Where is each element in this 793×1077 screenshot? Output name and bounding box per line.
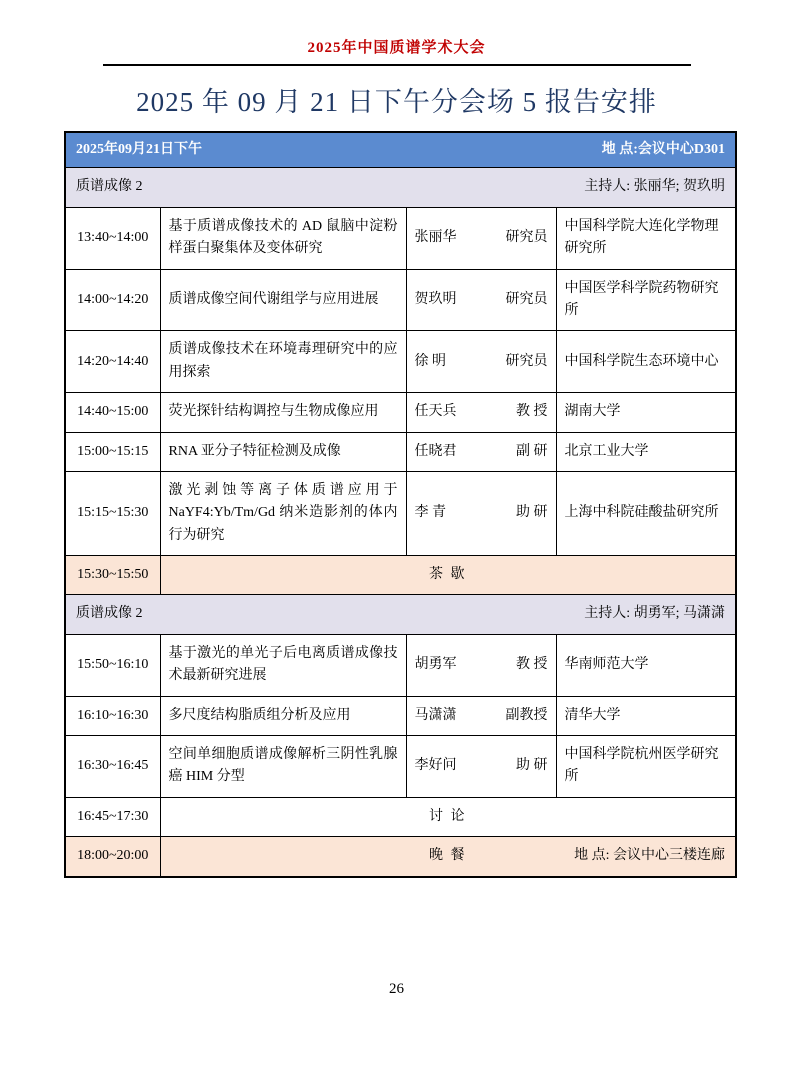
speaker-name: 张丽华	[414, 229, 457, 245]
speaker-name: 任天兵	[414, 404, 457, 420]
speaker-cell	[406, 736, 556, 798]
speaker-rank: 研究员	[505, 353, 548, 369]
talk-time: 14:40~15:00	[65, 393, 160, 432]
dinner-time: 18:00~20:00	[65, 837, 160, 877]
talk-title: 质谱成像空间代谢组学与应用进展	[160, 269, 406, 331]
speaker-cell	[406, 696, 556, 735]
schedule-table	[64, 131, 737, 878]
talk-title: 质谱成像技术在环境毒理研究中的应用探索	[160, 331, 406, 393]
speaker-rank: 研究员	[505, 291, 548, 307]
talk-row	[65, 736, 736, 798]
section-row-1	[65, 168, 736, 207]
affiliation: 中国科学院杭州医学研究所	[556, 736, 736, 798]
affiliation: 中国医学科学院药物研究所	[556, 269, 736, 331]
talk-row	[65, 432, 736, 471]
speaker-name: 胡勇军	[414, 657, 457, 673]
speaker-cell	[406, 393, 556, 432]
talk-title: RNA 亚分子特征检测及成像	[160, 432, 406, 471]
talk-row	[65, 331, 736, 393]
talk-row	[65, 634, 736, 696]
conference-title: 2025年中国质谱学术大会	[307, 40, 486, 56]
talk-time: 16:30~16:45	[65, 736, 160, 798]
talk-row	[65, 696, 736, 735]
discussion-time: 16:45~17:30	[65, 797, 160, 836]
section-chairs: 主持人: 胡勇军; 马潇潇	[584, 606, 726, 622]
talk-time: 14:00~14:20	[65, 269, 160, 331]
speaker-rank: 教 授	[516, 404, 548, 420]
page-title: 2025 年 09 月 21 日下午分会场 5 报告安排	[136, 87, 657, 117]
page-number: 26	[389, 981, 404, 997]
affiliation: 上海中科院硅酸盐研究所	[556, 471, 736, 555]
talk-time: 13:40~14:00	[65, 207, 160, 269]
table-header-cell	[65, 132, 736, 168]
talk-row	[65, 471, 736, 555]
tea-break-row	[65, 556, 736, 595]
affiliation: 中国科学院大连化学物理研究所	[556, 207, 736, 269]
talk-title: 荧光探针结构调控与生物成像应用	[160, 393, 406, 432]
table-header-row	[65, 132, 736, 168]
speaker-name: 贺玖明	[414, 291, 457, 307]
affiliation: 清华大学	[556, 696, 736, 735]
header-rule	[103, 64, 691, 66]
talk-time: 14:20~14:40	[65, 331, 160, 393]
session-location: 地 点:会议中心D301	[601, 142, 726, 157]
section-row-2	[65, 595, 736, 634]
speaker-rank: 助 研	[516, 505, 548, 521]
session-date: 2025年09月21日下午	[76, 142, 202, 157]
talk-time: 16:10~16:30	[65, 696, 160, 735]
speaker-name: 李好问	[414, 758, 457, 774]
discussion-label: 讨 论	[160, 797, 736, 836]
section-cell	[65, 168, 736, 207]
affiliation: 北京工业大学	[556, 432, 736, 471]
speaker-cell	[406, 269, 556, 331]
talk-time: 15:50~16:10	[65, 634, 160, 696]
section-cell	[65, 595, 736, 634]
dinner-location: 地 点: 会议中心三楼连廊	[574, 848, 726, 864]
dinner-cell	[160, 837, 736, 877]
speaker-cell	[406, 331, 556, 393]
dinner-row	[65, 837, 736, 877]
talk-time: 15:15~15:30	[65, 471, 160, 555]
talk-title: 激光剥蚀等离子体质谱应用于NaYF4:Yb/Tm/Gd 纳米造影剂的体内行为研究	[160, 471, 406, 555]
tea-break-label: 茶 歇	[160, 556, 736, 595]
speaker-name: 徐 明	[414, 353, 446, 369]
section-chairs: 主持人: 张丽华; 贺玖明	[584, 179, 726, 195]
speaker-rank: 研究员	[505, 229, 548, 245]
talk-title: 基于质谱成像技术的 AD 鼠脑中淀粉样蛋白聚集体及变体研究	[160, 207, 406, 269]
speaker-name: 马潇潇	[414, 707, 457, 723]
section-name: 质谱成像 2	[76, 606, 143, 622]
discussion-row	[65, 797, 736, 836]
affiliation: 中国科学院生态环境中心	[556, 331, 736, 393]
talk-row	[65, 207, 736, 269]
speaker-rank: 副 研	[516, 443, 548, 459]
break-time: 15:30~15:50	[65, 556, 160, 595]
talk-title: 空间单细胞质谱成像解析三阴性乳腺癌 HIM 分型	[160, 736, 406, 798]
talk-row	[65, 269, 736, 331]
speaker-name: 任晓君	[414, 443, 457, 459]
speaker-cell	[406, 207, 556, 269]
speaker-cell	[406, 634, 556, 696]
affiliation: 华南师范大学	[556, 634, 736, 696]
speaker-rank: 副教授	[505, 707, 548, 723]
section-name: 质谱成像 2	[76, 179, 143, 195]
talk-row	[65, 393, 736, 432]
speaker-name: 李 青	[414, 505, 446, 521]
talk-title: 多尺度结构脂质组分析及应用	[160, 696, 406, 735]
speaker-cell	[406, 471, 556, 555]
affiliation: 湖南大学	[556, 393, 736, 432]
speaker-rank: 教 授	[516, 657, 548, 673]
talk-title: 基于激光的单光子后电离质谱成像技术最新研究进展	[160, 634, 406, 696]
speaker-rank: 助 研	[516, 758, 548, 774]
dinner-label: 晚 餐	[429, 848, 467, 864]
talk-time: 15:00~15:15	[65, 432, 160, 471]
speaker-cell	[406, 432, 556, 471]
